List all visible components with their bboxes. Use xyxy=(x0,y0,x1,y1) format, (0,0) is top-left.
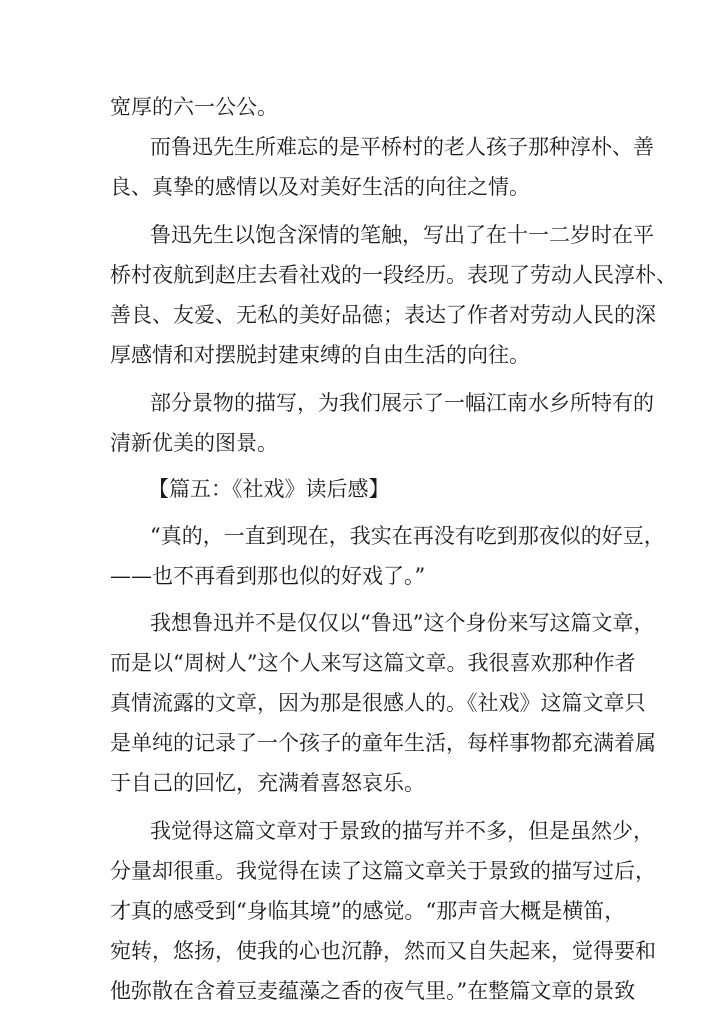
paragraph-start-line: 部分景物的描写，为我们展示了一幅江南水乡所特有的 xyxy=(150,391,654,415)
text-line: 于自己的回忆，充满着喜怒哀乐。 xyxy=(110,771,425,795)
text-line: 厚感情和对摆脱封建束缚的自由生活的向往。 xyxy=(110,343,530,367)
text-line: 才真的感受到“身临其境”的感觉。“那声音大概是横笛， xyxy=(110,899,626,923)
paragraph-start-line: 我觉得这篇文章对于景致的描写并不多，但是虽然少， xyxy=(150,819,654,843)
text-line: 宛转，悠扬，使我的心也沉静，然而又自失起来，觉得要和 xyxy=(110,939,656,963)
paragraph-start-line: 我想鲁迅并不是仅仅以“鲁迅”这个身份来写这篇文章， xyxy=(150,611,655,635)
text-line: 桥村夜航到赵庄去看社戏的一段经历。表现了劳动人民淳朴、 xyxy=(110,263,677,287)
text-line: 而是以“周树人”这个人来写这篇文章。我很喜欢那种作者 xyxy=(110,651,636,675)
text-line: 分量却很重。我觉得在读了这篇文章关于景致的描写过后， xyxy=(110,859,656,883)
quote-line: ——也不再看到那也似的好戏了。” xyxy=(110,564,426,588)
section-heading: 【篇五：《社戏》读后感】 xyxy=(148,477,390,501)
paragraph-start-line: 而鲁迅先生所难忘的是平桥村的老人孩子那种淳朴、善 xyxy=(150,135,654,159)
quote-line: “真的，一直到现在，我实在再没有吃到那夜似的好豆， xyxy=(150,524,665,548)
text-line: 真情流露的文章，因为那是很感人的。《社戏》这篇文章只 xyxy=(110,691,646,715)
text-line: 宽厚的六一公公。 xyxy=(110,95,278,119)
text-line: 是单纯的记录了一个孩子的童年生活，每样事物都充满着属 xyxy=(110,731,656,755)
text-line: 清新优美的图景。 xyxy=(110,431,278,455)
text-line: 良、真挚的感情以及对美好生活的向往之情。 xyxy=(110,175,530,199)
text-line: 善良、友爱、无私的美好品德；表达了作者对劳动人民的深 xyxy=(110,303,656,327)
paragraph-start-line: 鲁迅先生以饱含深情的笔触，写出了在十一二岁时在平 xyxy=(150,223,654,247)
text-line: 他弥散在含着豆麦蕴藻之香的夜气里。”在整篇文章的景致 xyxy=(110,979,636,1003)
